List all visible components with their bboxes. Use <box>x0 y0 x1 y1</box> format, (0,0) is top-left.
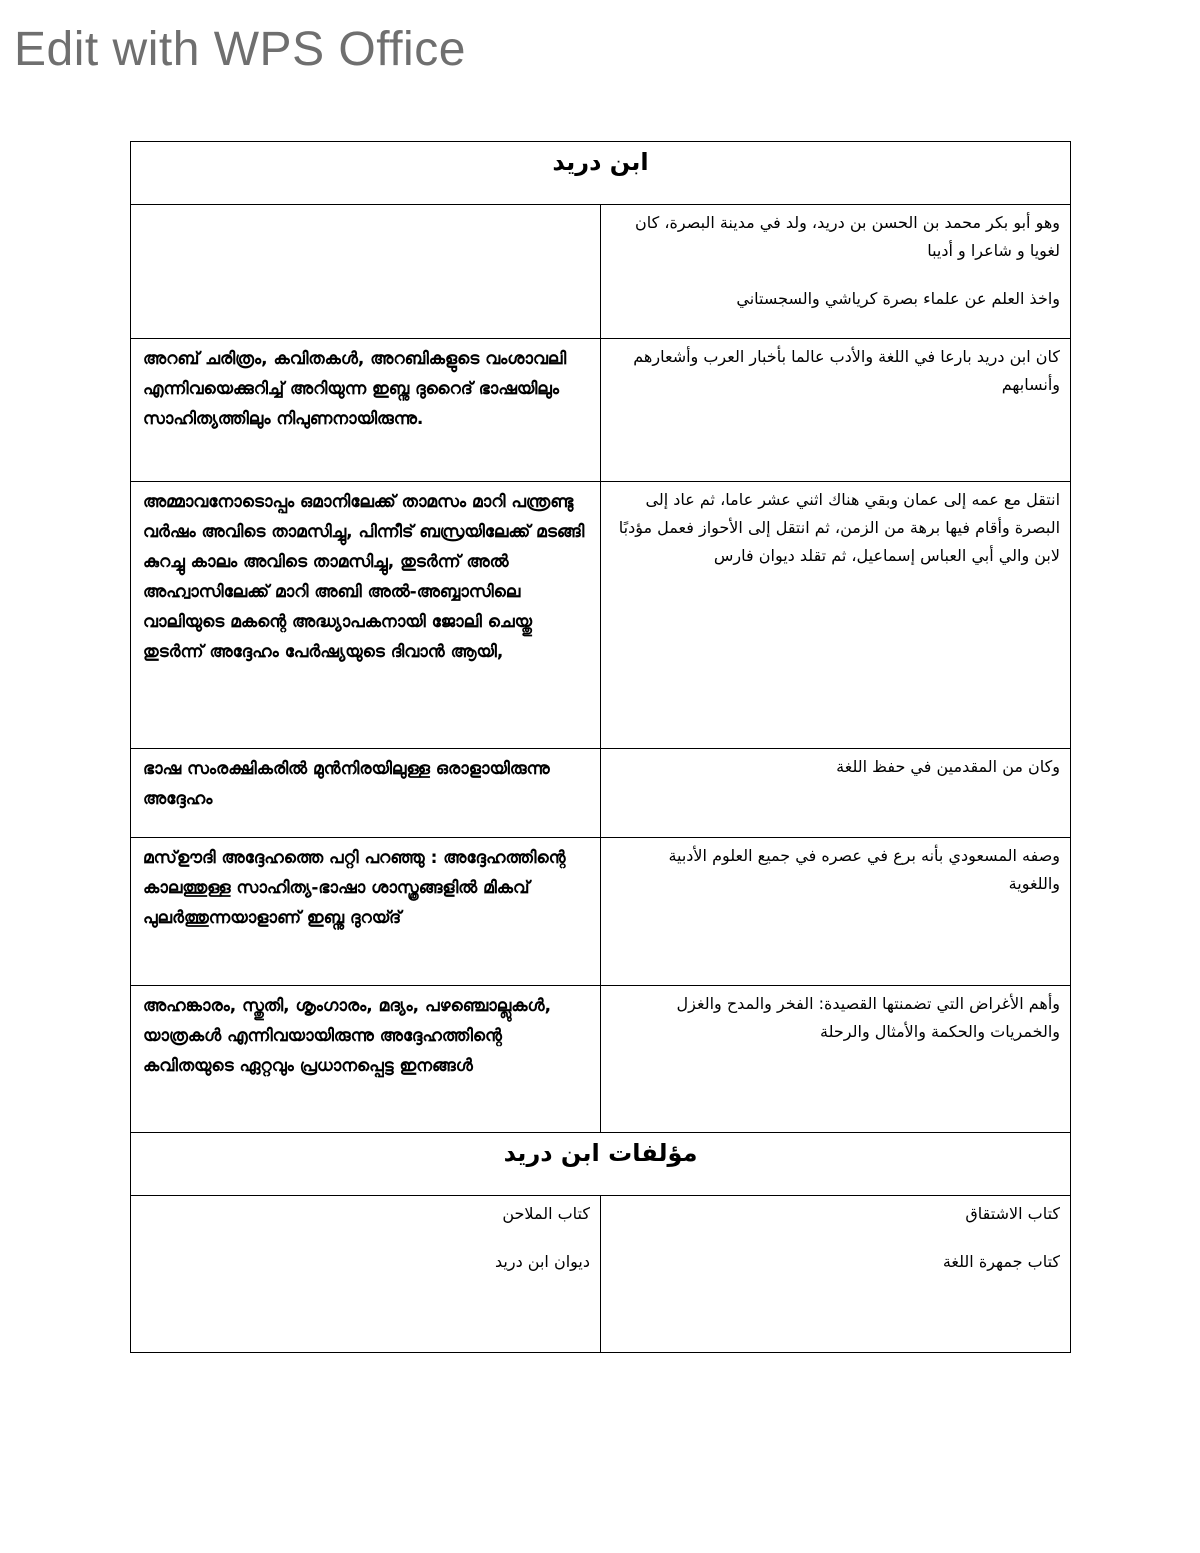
table-row <box>131 749 1071 838</box>
work-item: ديوان ابن دريد <box>495 1252 590 1271</box>
wps-watermark: Edit with WPS Office <box>14 23 466 76</box>
arabic-cell <box>601 986 1071 1133</box>
works-right-cell <box>601 1196 1071 1353</box>
title-row <box>131 142 1071 205</box>
table-row <box>131 838 1071 986</box>
table-row <box>131 205 1071 339</box>
works-title-cell <box>131 1133 1071 1196</box>
arabic-cell <box>601 838 1071 986</box>
table-row <box>131 482 1071 749</box>
document-title: ابن دريد <box>552 148 649 176</box>
works-title: مؤلفات ابن دريد <box>503 1139 698 1167</box>
works-row <box>131 1196 1071 1353</box>
arabic-paragraph: انتقل مع عمه إلى عمان وبقي هناك اثني عشر عاما، ثم عاد إلى البصرة وأقام فيها برهة من الزمن، ثم انتقل إلى الأحواز فعمل مؤدبًا لابن والي أبي العباس إسماعيل، ثم تقلد ديوان فارس <box>618 490 1061 565</box>
malayalam-cell: അഹങ്കാരം, സ്തുതി, ശൃംഗാരം, മദ്യം, പഴഞ്ചൊല്ലുകൾ, യാത്രകൾ എന്നിവയായിരുന്നു അദ്ദേഹത്തിന്റെ കവിതയുടെ ഏറ്റവും പ്രധാനപ്പെട്ട ഇനങ്ങൾ <box>131 986 601 1133</box>
malayalam-cell <box>131 205 601 339</box>
table-row <box>131 339 1071 482</box>
arabic-paragraph: وصفه المسعودي بأنه برع في عصره في جميع العلوم الأدبية واللغوية <box>668 846 1061 893</box>
arabic-paragraph: كان ابن دريد بارعا في اللغة والأدب عالما بأخبار العرب وأشعارهم وأنسابهم <box>633 347 1061 394</box>
table-row <box>131 986 1071 1133</box>
arabic-paragraph: واخذ العلم عن علماء بصرة كرياشي والسجستاني <box>736 289 1061 308</box>
arabic-cell <box>601 749 1071 838</box>
malayalam-cell: അറബ് ചരിത്രം, കവിതകൾ, അറബികളുടെ വംശാവലി എന്നിവയെക്കുറിച്ച് അറിയുന്ന ഇബ്നു ദുറൈദ് ഭാഷയിലും സാഹിത്യത്തിലും നിപുണനായിരുന്നു. <box>131 339 601 482</box>
arabic-paragraph: وهو أبو بكر محمد بن الحسن بن دريد، ولد في مدينة البصرة، كان لغويا و شاعرا و أديبا <box>635 213 1061 260</box>
arabic-cell <box>601 339 1071 482</box>
malayalam-cell: അമ്മാവനോടൊപ്പം ഒമാനിലേക്ക് താമസം മാറി പന്ത്രണ്ടു വർഷം അവിടെ താമസിച്ചു, പിന്നീട് ബസ്രയിലേക്ക് മടങ്ങി കുറച്ചു കാലം അവിടെ താമസിച്ചു, തുടർന്ന് അൽ അഹ്വാസിലേക്ക് മാറി അബി അൽ-അബ്ബാസിലെ വാലിയുടെ മകന്റെ അദ്ധ്യാപകനായി ജോലി ചെയ്തു തുടർന്ന് അദ്ദേഹം പേർഷ്യയുടെ ദിവാൻ ആയി, <box>131 482 601 749</box>
biography-table <box>130 141 1071 1353</box>
malayalam-cell: ഭാഷ സംരക്ഷികരിൽ മുൻനിരയിലുള്ള ഒരാളായിരുന്നു അദ്ദേഹം <box>131 749 601 838</box>
arabic-paragraph: وأهم الأغراض التي تضمنتها القصيدة: الفخر والمدح والغزل والخمريات والحكمة والأمثال والرحلة <box>676 994 1061 1041</box>
work-item: كتاب الاشتقاق <box>965 1204 1061 1223</box>
works-title-row <box>131 1133 1071 1196</box>
malayalam-cell: മസ്ഊദി അദ്ദേഹത്തെ പറ്റി പറഞ്ഞു : അദ്ദേഹത്തിന്റെ കാലത്തുള്ള സാഹിത്യ-ഭാഷാ ശാസ്ത്രങ്ങളിൽ മികവ് പുലർത്തുന്നയാളാണ് ഇബ്നു ദുറയ്ദ് <box>131 838 601 986</box>
arabic-paragraph: وكان من المقدمين في حفظ اللغة <box>836 757 1061 776</box>
arabic-cell <box>601 205 1071 339</box>
work-item: كتاب جمهرة اللغة <box>942 1252 1061 1271</box>
work-item: كتاب الملاحن <box>502 1204 590 1223</box>
arabic-cell <box>601 482 1071 749</box>
works-left-cell <box>131 1196 601 1353</box>
title-cell <box>131 142 1071 205</box>
